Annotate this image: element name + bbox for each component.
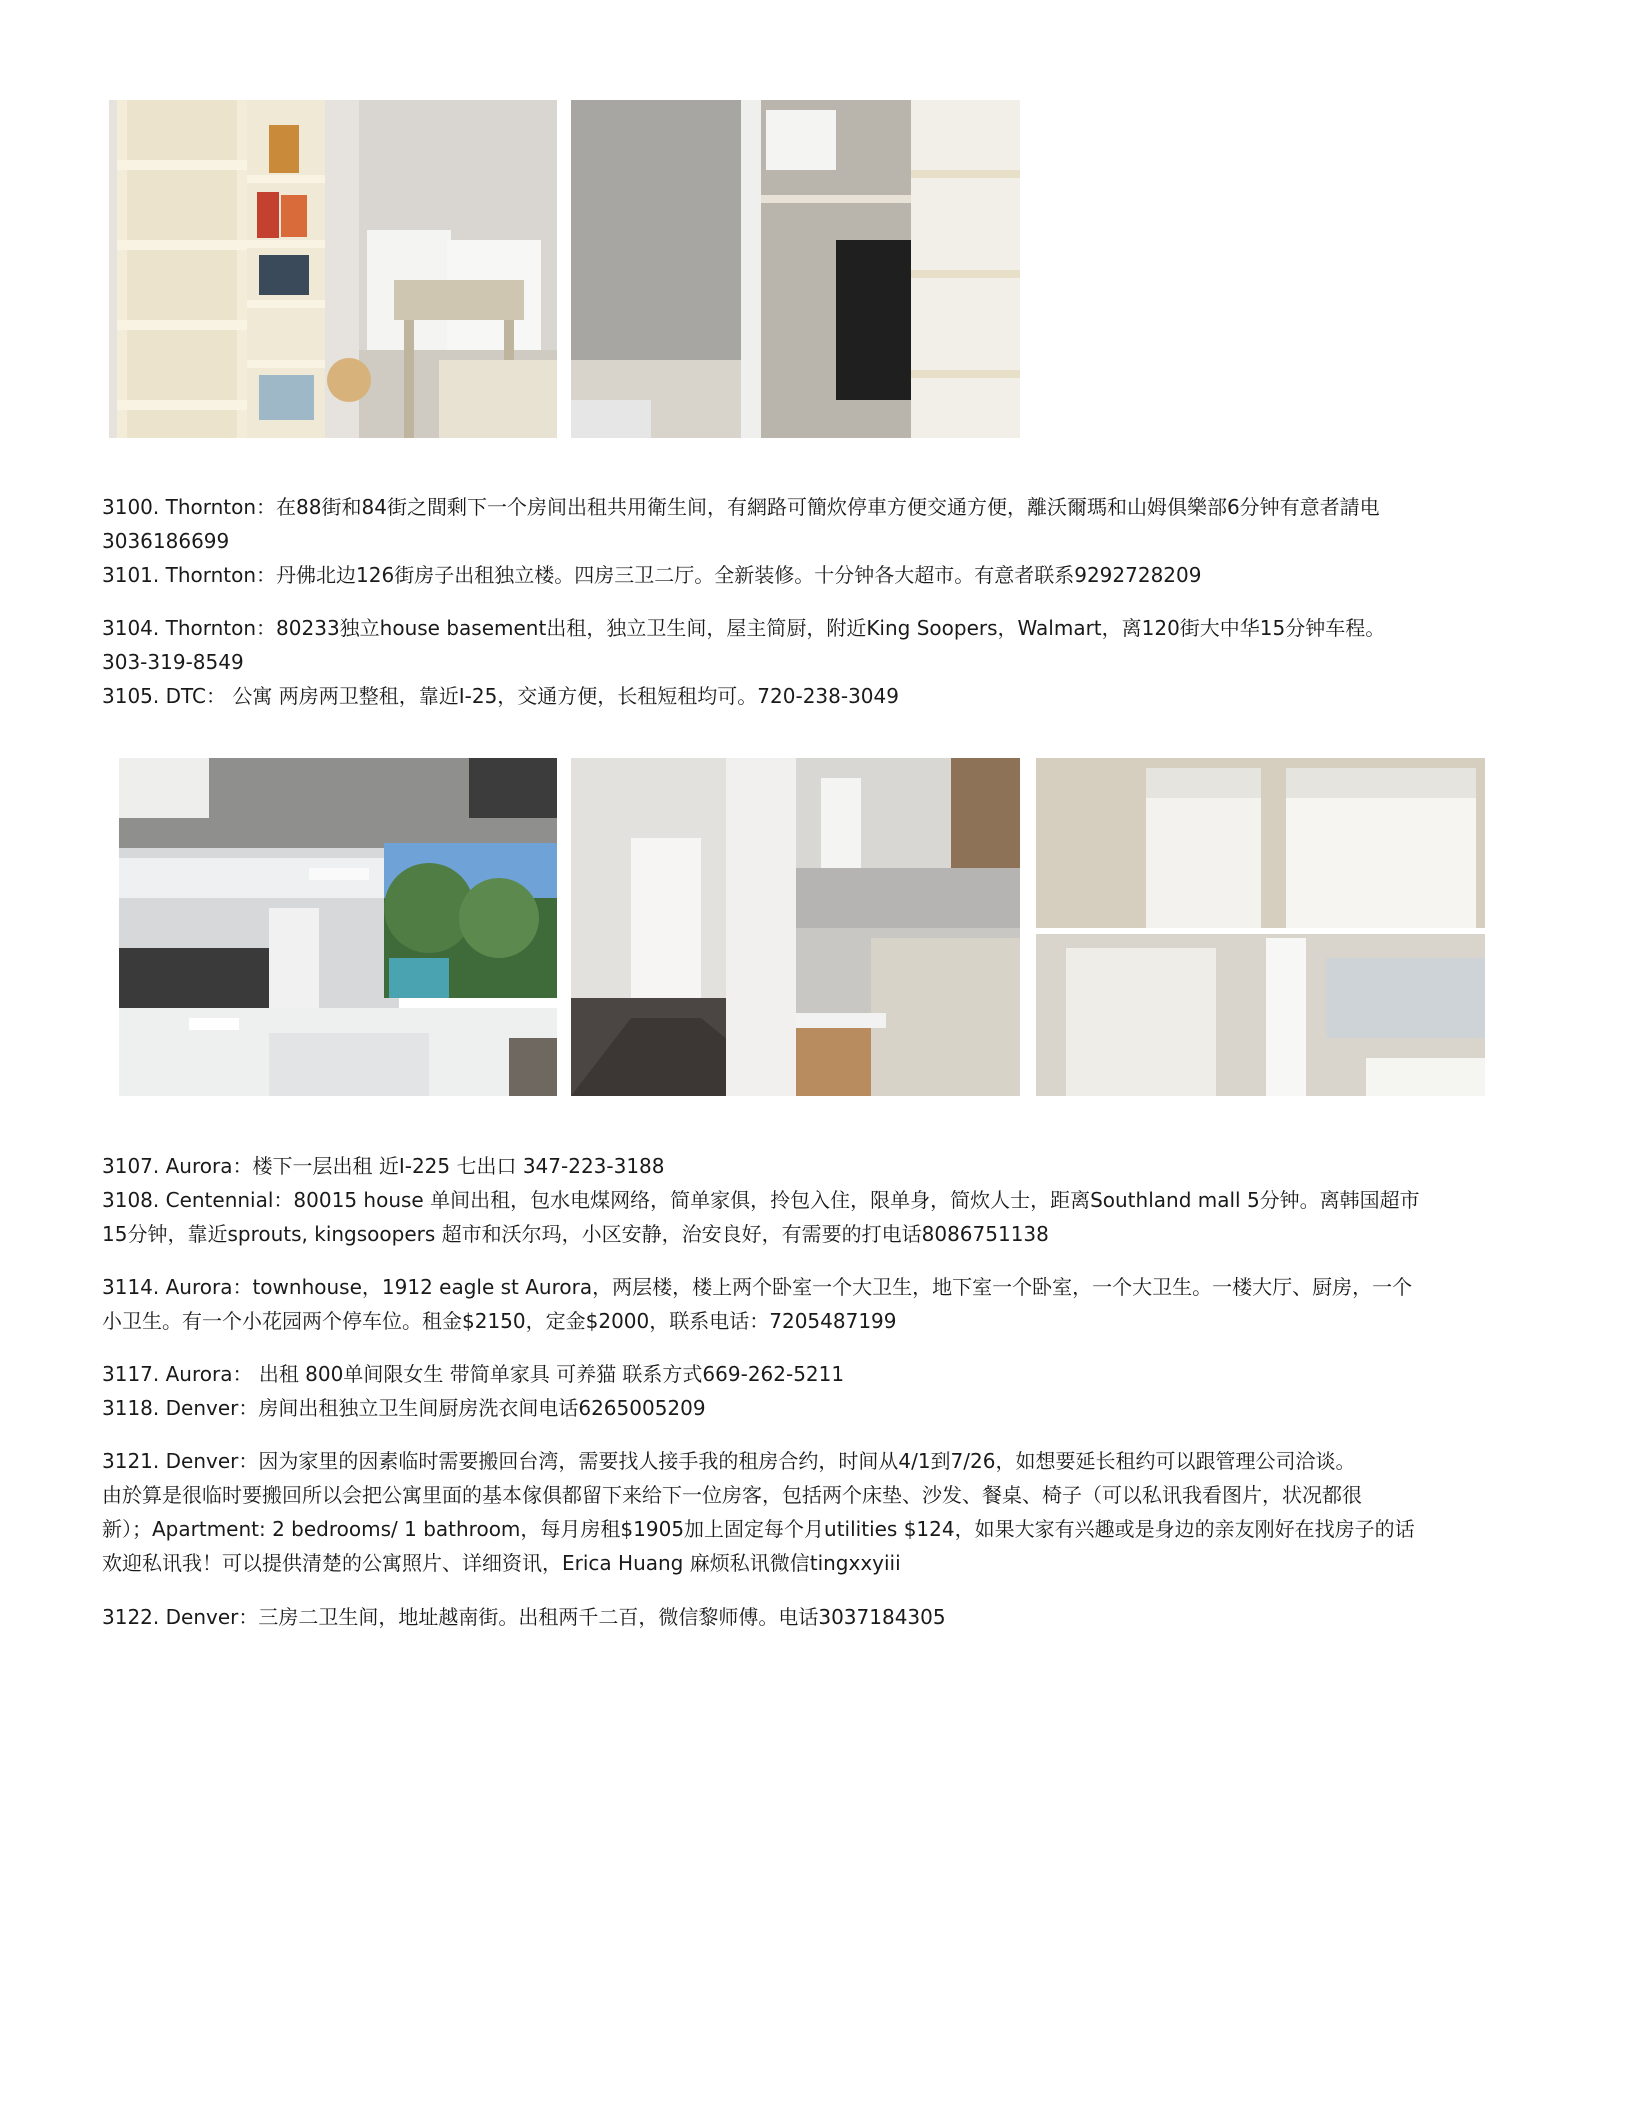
listing-3101: 3101. Thornton：丹佛北边126街房子出租独立楼。四房三卫二厅。全新装修。十分钟各大超市。有意者联系9292728209 bbox=[102, 563, 1202, 587]
laundry-room-shelves-photo bbox=[109, 100, 557, 438]
apartment-collage-carpet-kitchen-trees-photo bbox=[109, 758, 557, 1096]
listing-3108: 3108. Centennial：80015 house 单间出租，包水电煤网络，简单家俱，拎包入住，限单身，简炊人士，距离Southland mall 5分钟。离韩国超市 15分钟，靠近sprouts, kingsoopers 超市和沃尔玛，小区安静，治安良好，有需要的打电话8086751138 bbox=[102, 1188, 1420, 1246]
listing-3117: 3117. Aurora： 出租 800单间限女生 带简单家具 可养猫 联系方式669-262-5211 bbox=[102, 1362, 845, 1386]
listing-3114: 3114. Aurora：townhouse，1912 eagle st Aurora，两层楼，楼上两个卧室一个大卫生，地下室一个卧室，一个大卫生。一楼大厅、厨房，一个 小卫生。有一个小花园两个停车位。租金$2150，定金$2000，联系电话：7205487199 bbox=[102, 1275, 1413, 1333]
listing-3107: 3107. Aurora：楼下一层出租 近I-225 七出口 347-223-3188 bbox=[102, 1154, 665, 1178]
listing-3104: 3104. Thornton：80233独立house basement出租，独立卫生间，屋主简厨，附近King Soopers，Walmart，离120街大中华15分钟车程。 303-319-8549 bbox=[102, 616, 1386, 674]
basement-closet-fridge-photo bbox=[571, 100, 1020, 438]
listing-3121: 3121. Denver：因为家里的因素临时需要搬回台湾，需要找人接手我的租房合约，时间从4/1到7/26，如想要延长租约可以跟管理公司洽谈。 由於算是很临时要搬回所以会把公寓里面的基本傢俱都留下来给下一位房客，包括两个床垫、沙发、餐桌、椅子（可以私讯我看图片，状况都很 新）；Apartment: 2 bedrooms/ 1 bathroom，每月房租$1905加上固定每个月utilities $124，如果大家有兴趣或是身边的亲友刚好在找房子的话 欢迎私讯我！可以提供清楚的公寓照片、详细资讯，Erica Huang 麻烦私讯微信tingxxyiii bbox=[102, 1449, 1415, 1575]
apartment-collage-washer-dryer-bath-photo bbox=[1036, 758, 1485, 1096]
listing-3122: 3122. Denver：三房二卫生间，地址越南街。出租两千二百，微信黎师傅。电话3037184305 bbox=[102, 1605, 946, 1629]
apartment-collage-hallway-closet-bath-photo bbox=[571, 758, 1020, 1096]
listing-3105: 3105. DTC： 公寓 两房两卫整租，靠近I-25，交通方便，长租短租均可。720-238-3049 bbox=[102, 684, 899, 708]
listing-3100: 3100. Thornton：在88街和84街之間剩下一个房间出租共用衛生间，有網路可簡炊停車方便交通方便，離沃爾瑪和山姆俱樂部6分钟有意者請电 3036186699 bbox=[102, 495, 1380, 553]
listing-3118: 3118. Denver：房间出租独立卫生间厨房洗衣间电话6265005209 bbox=[102, 1396, 706, 1420]
